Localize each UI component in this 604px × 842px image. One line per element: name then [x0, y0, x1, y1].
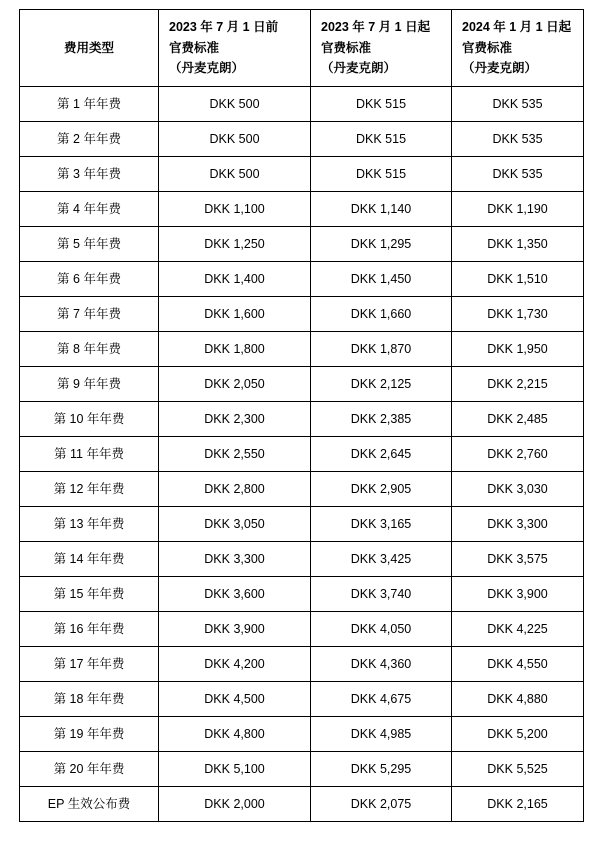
table-body	[20, 87, 584, 822]
cell-from-2024: DKK 4,225	[452, 612, 584, 647]
table-row	[20, 262, 584, 297]
column-header-fee-type: 费用类型	[20, 10, 159, 87]
cell-from-2023: DKK 1,870	[311, 332, 452, 367]
cell-fee-type: 第 10 年年费	[20, 402, 159, 437]
cell-from-2024: DKK 2,485	[452, 402, 584, 437]
cell-from-2023: DKK 3,425	[311, 542, 452, 577]
table-row	[20, 87, 584, 122]
cell-from-2024: DKK 3,030	[452, 472, 584, 507]
document-page	[0, 9, 604, 842]
table-row	[20, 507, 584, 542]
table-row	[20, 472, 584, 507]
table-row	[20, 157, 584, 192]
cell-from-2024: DKK 1,950	[452, 332, 584, 367]
cell-fee-type: 第 11 年年费	[20, 437, 159, 472]
cell-before-2023: DKK 2,800	[159, 472, 311, 507]
cell-from-2023: DKK 5,295	[311, 752, 452, 787]
cell-from-2023: DKK 1,450	[311, 262, 452, 297]
cell-from-2023: DKK 515	[311, 87, 452, 122]
table-row	[20, 752, 584, 787]
table-row	[20, 682, 584, 717]
cell-fee-type: 第 1 年年费	[20, 87, 159, 122]
cell-before-2023: DKK 3,050	[159, 507, 311, 542]
cell-from-2023: DKK 1,140	[311, 192, 452, 227]
cell-fee-type: 第 14 年年费	[20, 542, 159, 577]
column-header-line2: 官费标准	[462, 40, 513, 55]
cell-from-2024: DKK 4,550	[452, 647, 584, 682]
table-row	[20, 542, 584, 577]
cell-from-2024: DKK 535	[452, 157, 584, 192]
cell-fee-type: 第 17 年年费	[20, 647, 159, 682]
cell-from-2023: DKK 3,740	[311, 577, 452, 612]
column-header-from-2023-07-01	[311, 10, 452, 87]
cell-fee-type: 第 20 年年费	[20, 752, 159, 787]
cell-from-2023: DKK 2,905	[311, 472, 452, 507]
cell-before-2023: DKK 3,600	[159, 577, 311, 612]
table-row	[20, 717, 584, 752]
cell-before-2023: DKK 2,550	[159, 437, 311, 472]
cell-before-2023: DKK 4,800	[159, 717, 311, 752]
cell-from-2024: DKK 2,165	[452, 787, 584, 822]
cell-from-2024: DKK 4,880	[452, 682, 584, 717]
cell-from-2024: DKK 3,300	[452, 507, 584, 542]
column-header-before-2023-07-01	[159, 10, 311, 87]
cell-fee-type: 第 16 年年费	[20, 612, 159, 647]
cell-before-2023: DKK 500	[159, 122, 311, 157]
column-header-line3: （丹麦克朗）	[169, 61, 245, 76]
cell-fee-type: 第 6 年年费	[20, 262, 159, 297]
cell-from-2023: DKK 515	[311, 122, 452, 157]
table-row	[20, 332, 584, 367]
cell-from-2023: DKK 4,050	[311, 612, 452, 647]
table-row	[20, 192, 584, 227]
cell-from-2023: DKK 4,985	[311, 717, 452, 752]
cell-from-2024: DKK 2,760	[452, 437, 584, 472]
cell-from-2024: DKK 535	[452, 122, 584, 157]
table-row	[20, 647, 584, 682]
cell-before-2023: DKK 2,050	[159, 367, 311, 402]
cell-from-2024: DKK 1,350	[452, 227, 584, 262]
cell-from-2023: DKK 4,360	[311, 647, 452, 682]
table-row	[20, 122, 584, 157]
cell-from-2023: DKK 2,645	[311, 437, 452, 472]
table-header-row	[20, 10, 584, 87]
cell-fee-type: 第 12 年年费	[20, 472, 159, 507]
cell-before-2023: DKK 1,600	[159, 297, 311, 332]
cell-fee-type: 第 19 年年费	[20, 717, 159, 752]
cell-before-2023: DKK 500	[159, 87, 311, 122]
cell-before-2023: DKK 5,100	[159, 752, 311, 787]
cell-before-2023: DKK 1,100	[159, 192, 311, 227]
cell-fee-type: EP 生效公布费	[20, 787, 159, 822]
table-row	[20, 437, 584, 472]
table-row	[20, 227, 584, 262]
cell-fee-type: 第 4 年年费	[20, 192, 159, 227]
column-header-line2: 官费标准	[169, 40, 220, 55]
cell-before-2023: DKK 500	[159, 157, 311, 192]
table-header	[20, 10, 584, 87]
cell-before-2023: DKK 4,200	[159, 647, 311, 682]
cell-fee-type: 第 5 年年费	[20, 227, 159, 262]
cell-before-2023: DKK 1,250	[159, 227, 311, 262]
cell-from-2023: DKK 3,165	[311, 507, 452, 542]
table-row	[20, 402, 584, 437]
cell-from-2023: DKK 1,295	[311, 227, 452, 262]
cell-from-2023: DKK 515	[311, 157, 452, 192]
cell-from-2024: DKK 535	[452, 87, 584, 122]
cell-before-2023: DKK 4,500	[159, 682, 311, 717]
cell-from-2023: DKK 2,075	[311, 787, 452, 822]
cell-from-2023: DKK 4,675	[311, 682, 452, 717]
table-row	[20, 787, 584, 822]
cell-fee-type: 第 9 年年费	[20, 367, 159, 402]
cell-before-2023: DKK 1,400	[159, 262, 311, 297]
fee-schedule-table	[19, 9, 584, 822]
cell-before-2023: DKK 3,300	[159, 542, 311, 577]
table-row	[20, 297, 584, 332]
cell-from-2024: DKK 3,575	[452, 542, 584, 577]
cell-from-2024: DKK 5,200	[452, 717, 584, 752]
cell-from-2024: DKK 1,730	[452, 297, 584, 332]
cell-fee-type: 第 13 年年费	[20, 507, 159, 542]
cell-from-2023: DKK 1,660	[311, 297, 452, 332]
column-header-line1: 2024 年 1 月 1 日起	[462, 20, 572, 35]
table-row	[20, 612, 584, 647]
column-header-line1: 2023 年 7 月 1 日起	[321, 20, 431, 35]
cell-fee-type: 第 8 年年费	[20, 332, 159, 367]
cell-from-2024: DKK 3,900	[452, 577, 584, 612]
cell-from-2023: DKK 2,385	[311, 402, 452, 437]
cell-before-2023: DKK 2,000	[159, 787, 311, 822]
column-header-line3: （丹麦克朗）	[462, 61, 538, 76]
cell-before-2023: DKK 3,900	[159, 612, 311, 647]
column-header-line3: （丹麦克朗）	[321, 61, 397, 76]
cell-from-2024: DKK 1,510	[452, 262, 584, 297]
column-header-line1: 2023 年 7 月 1 日前	[169, 20, 279, 35]
cell-before-2023: DKK 2,300	[159, 402, 311, 437]
cell-before-2023: DKK 1,800	[159, 332, 311, 367]
cell-fee-type: 第 2 年年费	[20, 122, 159, 157]
cell-fee-type: 第 7 年年费	[20, 297, 159, 332]
column-header-from-2024-01-01	[452, 10, 584, 87]
table-row	[20, 367, 584, 402]
cell-from-2024: DKK 2,215	[452, 367, 584, 402]
cell-fee-type: 第 3 年年费	[20, 157, 159, 192]
cell-from-2024: DKK 5,525	[452, 752, 584, 787]
cell-fee-type: 第 15 年年费	[20, 577, 159, 612]
cell-from-2023: DKK 2,125	[311, 367, 452, 402]
column-header-line2: 官费标准	[321, 40, 372, 55]
cell-from-2024: DKK 1,190	[452, 192, 584, 227]
cell-fee-type: 第 18 年年费	[20, 682, 159, 717]
table-row	[20, 577, 584, 612]
